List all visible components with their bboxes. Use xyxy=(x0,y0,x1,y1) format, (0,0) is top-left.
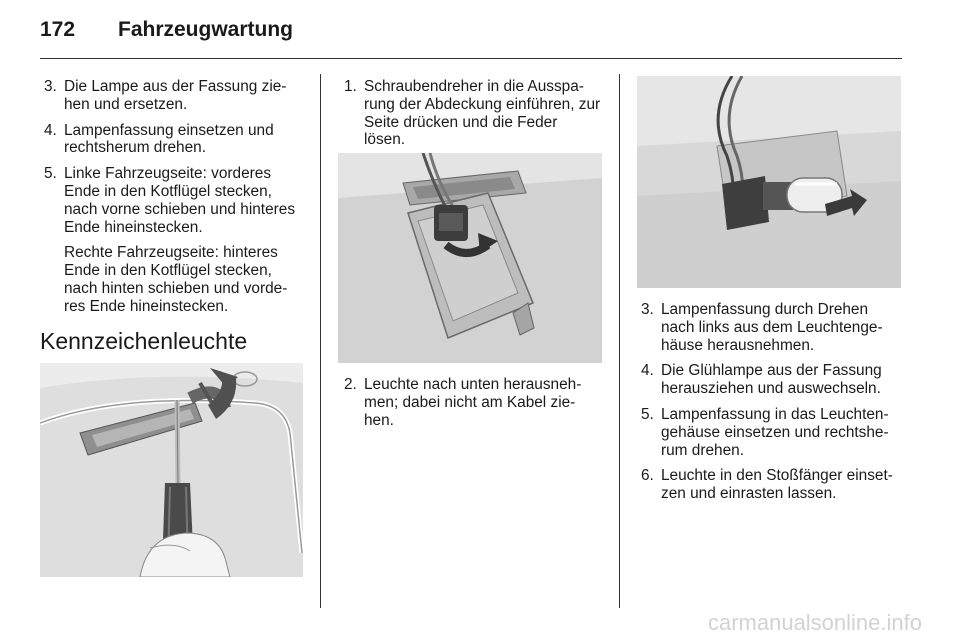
column-divider-right xyxy=(619,74,620,608)
step-text: Die Lampe aus der Fassung zie-hen und ersetzen. xyxy=(64,78,287,113)
step-text: Lampenfassung in das Leuchten-gehäuse einsetzen und rechtshe-rum drehen. xyxy=(661,405,889,459)
step-number: 2. xyxy=(344,376,357,393)
section-heading: Kennzeichenleuchte xyxy=(40,328,248,354)
step-number: 5. xyxy=(641,405,654,423)
list-item xyxy=(637,406,902,459)
page-title: Fahrzeugwartung xyxy=(118,18,294,41)
list-item xyxy=(340,376,602,429)
step-text: Lampenfassung durch Drehen nach links aus dem Leuchtenge-häuse herausnehmen. xyxy=(661,301,883,354)
middle-column-lower xyxy=(340,376,602,437)
list-item xyxy=(40,165,308,315)
watermark: carmanualsonline.info xyxy=(707,610,922,635)
list-item xyxy=(637,467,902,503)
step-text: Linke Fahrzeugseite: vorderes Ende in den Kotflügel stecken, nach vorne schieben und hinteres Ende hineinstecken. xyxy=(64,165,296,236)
list-item xyxy=(340,78,602,149)
list-item xyxy=(637,301,902,354)
page-number: 172 xyxy=(40,18,76,41)
step-number: 4. xyxy=(44,121,57,139)
step-number: 6. xyxy=(641,467,654,485)
list-item xyxy=(40,122,308,158)
step-text: Schraubendreher in die Ausspa-rung der Abdeckung einführen, zur Seite drücken und die Feder lösen. xyxy=(364,78,601,149)
figure-lamp-removal-illustration xyxy=(338,153,602,363)
step-text: Leuchte in den Stoßfänger einset-zen und einrasten lassen. xyxy=(661,467,893,503)
list-item xyxy=(637,362,902,398)
list-item xyxy=(40,78,308,114)
page-header xyxy=(40,18,920,58)
step-text: Lampenfassung einsetzen und rechtsherum drehen. xyxy=(64,121,274,157)
left-column xyxy=(40,78,308,324)
step-text: Die Glühlampe aus der Fassung herausziehen und auswechseln. xyxy=(661,362,882,398)
middle-column xyxy=(340,78,602,157)
header-rule xyxy=(40,58,902,59)
step-number: 3. xyxy=(641,301,654,318)
step-number: 4. xyxy=(641,362,654,380)
right-step-list xyxy=(637,301,902,503)
middle-step-list-bottom xyxy=(340,376,602,429)
left-step-list xyxy=(40,78,308,316)
column-divider-left xyxy=(320,74,321,608)
figure-screwdriver-illustration xyxy=(40,363,303,577)
step-number: 3. xyxy=(44,78,57,95)
figure-bulb-socket-illustration xyxy=(637,76,901,288)
step-number: 5. xyxy=(44,165,57,183)
right-column xyxy=(637,301,902,511)
step-note: Rechte Fahrzeugseite: hinteres Ende in den Kotflügel stecken, nach hinten schieben und vorde-res Ende hineinstecken. xyxy=(64,244,288,315)
middle-step-list-top xyxy=(340,78,602,149)
step-text: Leuchte nach unten herausneh-men; dabei nicht am Kabel zie-hen. xyxy=(364,376,582,429)
step-number: 1. xyxy=(344,78,357,95)
